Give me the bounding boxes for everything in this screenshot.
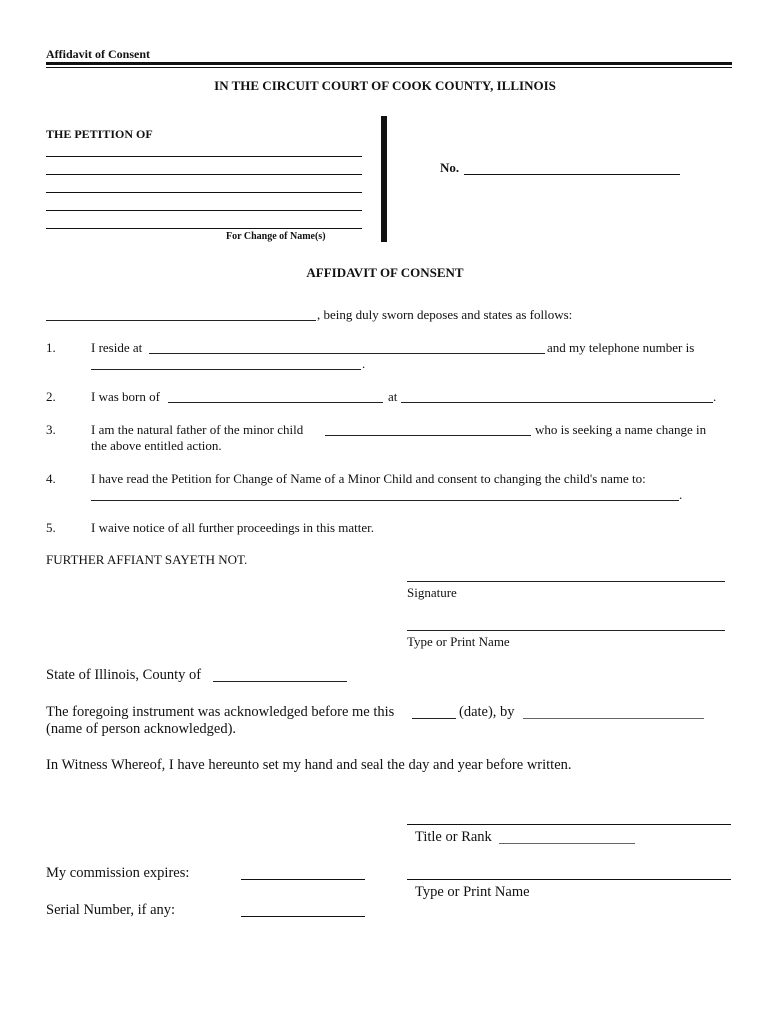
court-title: IN THE CIRCUIT COURT OF COOK COUNTY, ILLINOIS xyxy=(214,78,556,93)
affidavit-title: AFFIDAVIT OF CONSENT xyxy=(306,265,464,280)
acknowledged-text-a: The foregoing instrument was acknowledged before me this xyxy=(46,704,395,720)
petition-of-label: THE PETITION OF xyxy=(46,127,153,141)
item-4-number: 4. xyxy=(46,471,56,486)
petitioner-line-1[interactable] xyxy=(46,156,362,157)
item-1-end: . xyxy=(362,356,366,371)
item-1-text-a: I reside at xyxy=(91,340,143,355)
header-rule-thin xyxy=(46,67,732,68)
acknowledged-text-c: (name of person acknowledged). xyxy=(46,721,237,737)
intro-text: , being duly sworn deposes and states as follows: xyxy=(317,307,573,322)
petitioner-line-3[interactable] xyxy=(46,192,362,193)
petitioner-line-2[interactable] xyxy=(46,174,362,175)
item-1-text-b: and my telephone number is xyxy=(547,340,695,355)
item-2-end: . xyxy=(713,389,717,404)
notary-print-name-line[interactable] xyxy=(407,879,731,880)
item-1-number: 1. xyxy=(46,340,56,355)
signature-line[interactable] xyxy=(407,581,725,582)
minor-child-field[interactable] xyxy=(325,435,531,436)
item-2-number: 2. xyxy=(46,389,56,404)
print-name-line[interactable] xyxy=(407,630,725,631)
item-5-number: 5. xyxy=(46,520,56,535)
residence-field[interactable] xyxy=(149,353,545,354)
witness-text: In Witness Whereof, I have hereunto set my hand and seal the day and year before written. xyxy=(46,757,572,773)
signature-label: Signature xyxy=(407,585,457,600)
petitioner-line-4[interactable] xyxy=(46,210,362,211)
item-4-text-a: I have read the Petition for Change of Name of a Minor Child and consent to changing the child's name to: xyxy=(91,471,646,486)
serial-label: Serial Number, if any: xyxy=(46,902,176,918)
header-rule-thick xyxy=(46,62,732,65)
item-2-text-b: at xyxy=(388,389,398,404)
title-rank-label: Title or Rank xyxy=(415,829,492,845)
state-county-label: State of Illinois, County of xyxy=(46,667,202,683)
county-field[interactable] xyxy=(213,681,347,682)
item-3-text-a: I am the natural father of the minor child xyxy=(91,422,304,437)
commission-label: My commission expires: xyxy=(46,865,190,881)
notary-signature-line[interactable] xyxy=(407,824,731,825)
item-2-text-a: I was born of xyxy=(91,389,160,404)
acknowledged-text-b: (date), by xyxy=(459,704,515,720)
further-affiant-text: FURTHER AFFIANT SAYETH NOT. xyxy=(46,552,248,567)
birth-place-field[interactable] xyxy=(401,402,713,403)
new-child-name-field[interactable] xyxy=(91,500,679,501)
case-number-label: No. xyxy=(440,160,460,175)
change-of-name-label: For Change of Name(s) xyxy=(226,231,326,242)
case-number-field[interactable] xyxy=(464,174,680,175)
serial-field[interactable] xyxy=(241,916,365,917)
caption-divider xyxy=(381,116,387,242)
birth-parent-field[interactable] xyxy=(168,402,383,403)
telephone-field[interactable] xyxy=(91,369,361,370)
form-name: Affidavit of Consent xyxy=(46,47,150,61)
affiant-name-field[interactable] xyxy=(46,320,316,321)
print-name-label: Type or Print Name xyxy=(407,634,510,649)
notary-print-name-label: Type or Print Name xyxy=(415,884,530,900)
acknowledged-person-field[interactable] xyxy=(523,718,704,719)
item-3-number: 3. xyxy=(46,422,56,437)
item-5-text-a: I waive notice of all further proceedings in this matter. xyxy=(91,520,375,535)
date-field[interactable] xyxy=(412,718,456,719)
item-3-text-c: the above entitled action. xyxy=(91,438,222,453)
title-rank-field[interactable] xyxy=(499,843,635,844)
item-3-text-b: who is seeking a name change in xyxy=(535,422,707,437)
item-4-end: . xyxy=(679,487,683,502)
commission-field[interactable] xyxy=(241,879,365,880)
